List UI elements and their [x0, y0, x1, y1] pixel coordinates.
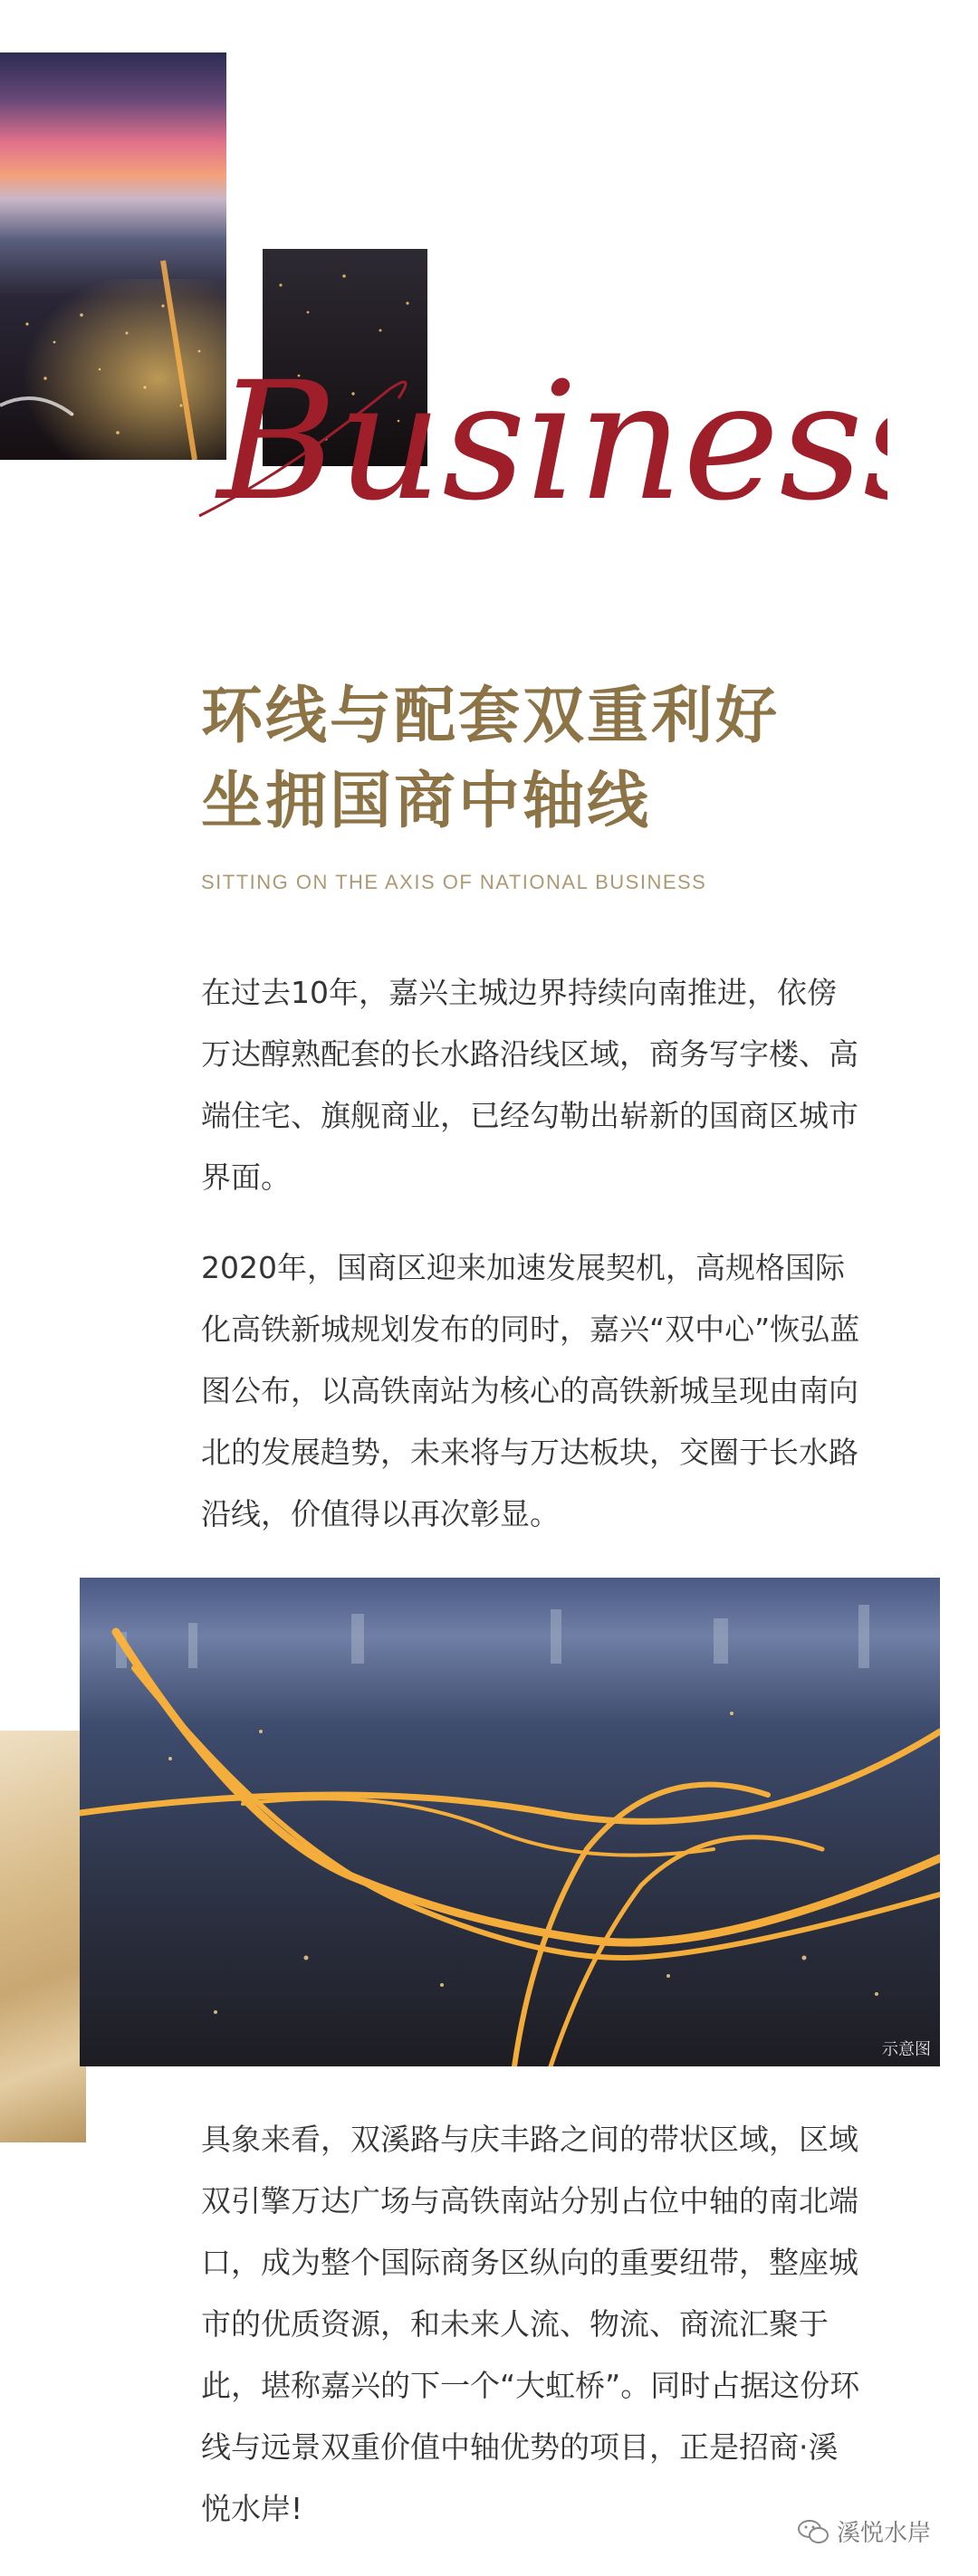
business-script-title [181, 335, 887, 543]
paragraph-line: 具象来看，双溪路与庆丰路之间的带状区域，区域 [201, 2122, 858, 2157]
paragraph-line: 化高铁新城规划发布的同时，嘉兴“双中心”恢弘蓝 [201, 1312, 860, 1347]
paragraph-line: 万达醇熟配套的长水路沿线区域，商务写字楼、高 [201, 1036, 858, 1072]
paragraph-line: 图公布，以高铁南站为核心的高铁新城呈现由南向 [201, 1373, 858, 1408]
paragraph-2 [201, 1237, 889, 1545]
paragraph-line: 沿线，价值得以再次彰显。 [201, 1496, 560, 1531]
paragraph-line: 口，成为整个国际商务区纵向的重要纽带，整座城 [201, 2245, 858, 2280]
paragraph-line: 2020年，国商区迎来加速发展契机，高规格国际 [201, 1250, 845, 1285]
city-interchange-photo [80, 1578, 940, 2066]
wechat-icon [797, 2518, 829, 2545]
image-caption: 示意图 [882, 2040, 931, 2059]
paragraph-line: 北的发展趋势，未来将与万达板块，交圈于长水路 [201, 1435, 858, 1470]
gold-decor-panel [0, 1731, 86, 2142]
account-watermark [797, 2514, 931, 2548]
paragraph-line: 此，堪称嘉兴的下一个“大虹桥”。同时占据这份环 [201, 2368, 860, 2403]
headline-line-2: 坐拥国商中轴线 [201, 766, 652, 837]
paragraph-line: 悦水岸! [201, 2491, 303, 2526]
paragraph-line: 界面。 [201, 1159, 291, 1195]
paragraph-3 [201, 2109, 889, 2540]
headline-line-1: 环线与配套双重利好 [201, 681, 781, 752]
script-word-text: Business [217, 348, 887, 537]
paragraph-line: 市的优质资源，和未来人流、物流、商流汇聚于 [201, 2306, 829, 2342]
paragraph-1 [201, 962, 889, 1208]
paragraph-line: 端住宅、旗舰商业，已经勾勒出崭新的国商区城市 [201, 1098, 858, 1133]
page-headline [201, 674, 889, 844]
paragraph-line: 线与远景双重价值中轴优势的项目，正是招商·溪 [201, 2429, 839, 2465]
paragraph-line: 双引擎万达广场与高铁南站分别占位中轴的南北端 [201, 2183, 858, 2218]
headline-subtitle: SITTING ON THE AXIS OF NATIONAL BUSINESS [201, 871, 707, 893]
account-name: 溪悦水岸 [836, 2520, 931, 2547]
paragraph-line: 在过去10年，嘉兴主城边界持续向南推进，依傍 [201, 975, 837, 1010]
